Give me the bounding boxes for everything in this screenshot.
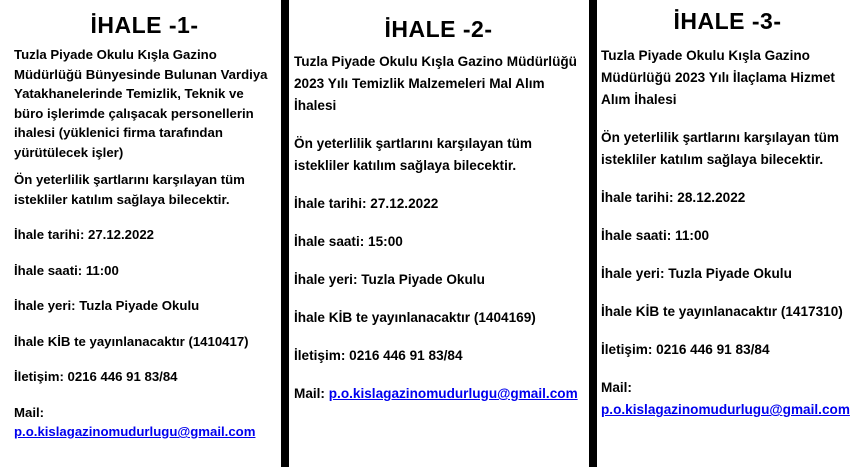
tender-description: Tuzla Piyade Okulu Kışla Gazino Müdürlüğü 2023 Yılı Temizlik Malzemeleri Mal Alım İhalesi bbox=[294, 54, 577, 113]
tender-kib: İhale KİB te yayınlanacaktır (1410417) bbox=[14, 333, 249, 349]
tender-contact: İletişim: 0216 446 91 83/84 bbox=[601, 342, 770, 357]
mail-link[interactable]: p.o.kislagazinomudurlugu@gmail.com bbox=[14, 424, 256, 439]
tender-date: İhale tarihi: 27.12.2022 bbox=[14, 227, 155, 242]
tender-time: İhale saati: 11:00 bbox=[601, 228, 710, 243]
tender-place: İhale yeri: Tuzla Piyade Okulu bbox=[601, 266, 792, 281]
tender-title: İHALE -2- bbox=[384, 16, 493, 42]
tender-description: Tuzla Piyade Okulu Kışla Gazino Müdürlüğü Bünyesinde Bulunan Vardiya Yatakhanelerinde Temizlik, Teknik ve büro işlerimde çalışacak personellerin ihalesi (yüklenici firma tarafından yürütülecek işler) bbox=[14, 47, 268, 160]
tender-mail-line bbox=[14, 403, 275, 442]
column-divider bbox=[589, 0, 597, 467]
mail-link[interactable]: p.o.kislagazinomudurlugu@gmail.com bbox=[328, 386, 578, 401]
tender-column-1 bbox=[0, 0, 281, 467]
mail-label: Mail: bbox=[14, 404, 45, 420]
tender-date: İhale tarihi: 27.12.2022 bbox=[294, 196, 439, 211]
tender-contact: İletişim: 0216 446 91 83/84 bbox=[294, 348, 463, 363]
tender-mail-label-line: Mail: bbox=[601, 380, 632, 395]
column-divider bbox=[281, 0, 289, 467]
tender-place: İhale yeri: Tuzla Piyade Okulu bbox=[14, 298, 200, 313]
tender-column-3 bbox=[597, 0, 864, 467]
tender-title: İHALE -3- bbox=[673, 8, 782, 34]
tender-time: İhale saati: 11:00 bbox=[14, 262, 119, 278]
tender-mail-line bbox=[294, 383, 583, 405]
tender-kib: İhale KİB te yayınlanacaktır (1404169) bbox=[294, 310, 536, 325]
mail-link[interactable]: p.o.kislagazinomudurlugu@gmail.com bbox=[601, 402, 850, 417]
tender-eligibility: Ön yeterlilik şartlarını karşılayan tüm istekliler katılım sağlaya bilecektir. bbox=[14, 172, 245, 207]
tender-eligibility: Ön yeterlilik şartlarını karşılayan tüm istekliler katılım sağlaya bilecektir. bbox=[601, 130, 839, 167]
tender-date: İhale tarihi: 28.12.2022 bbox=[601, 190, 746, 205]
tender-contact: İletişim: 0216 446 91 83/84 bbox=[14, 369, 178, 384]
tender-mail-line bbox=[601, 399, 854, 421]
tender-eligibility: Ön yeterlilik şartlarını karşılayan tüm istekliler katılım sağlaya bilecektir. bbox=[294, 136, 532, 173]
tender-kib: İhale KİB te yayınlanacaktır (1417310) bbox=[601, 304, 843, 319]
tender-title: İHALE -1- bbox=[90, 12, 199, 38]
tender-place: İhale yeri: Tuzla Piyade Okulu bbox=[294, 272, 485, 287]
tender-column-2 bbox=[289, 0, 589, 467]
tender-time: İhale saati: 15:00 bbox=[294, 234, 403, 249]
mail-label: Mail: bbox=[294, 386, 325, 401]
tender-description: Tuzla Piyade Okulu Kışla Gazino Müdürlüğü 2023 Yılı İlaçlama Hizmet Alım İhalesi bbox=[601, 48, 835, 107]
